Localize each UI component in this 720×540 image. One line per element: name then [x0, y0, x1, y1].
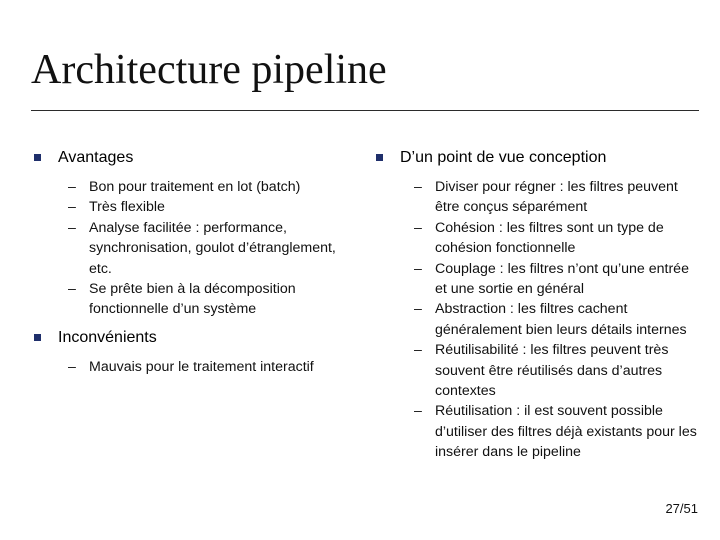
- list-item: [376, 340, 701, 401]
- item-text: Diviser pour régner : les filtres peuvent être conçus séparément: [435, 179, 678, 216]
- dash-icon: –: [414, 403, 422, 420]
- heading-text: Avantages: [58, 149, 134, 166]
- list-item: [376, 177, 701, 218]
- list-item: [376, 401, 701, 462]
- item-text: Analyse facilitée : performance, synchronisation, goulot d’étranglement, etc.: [89, 219, 336, 277]
- left-column: [34, 148, 349, 385]
- item-text: Se prête bien à la décomposition fonctionnelle d’un système: [89, 281, 296, 318]
- dash-icon: –: [414, 342, 422, 359]
- heading-text: D’un point de vue conception: [400, 149, 607, 166]
- list-item: [34, 357, 349, 377]
- dash-icon: –: [414, 301, 422, 318]
- right-column: [376, 148, 701, 471]
- list-item: [376, 259, 701, 300]
- square-bullet-icon: [376, 154, 383, 161]
- item-text: Bon pour traitement en lot (batch): [89, 179, 301, 195]
- dash-icon: –: [68, 219, 76, 236]
- item-text: Mauvais pour le traitement interactif: [89, 358, 314, 375]
- item-text: Abstraction : les filtres cachent généralement bien leurs détails internes: [435, 301, 687, 338]
- heading-text: Inconvénients: [58, 328, 157, 346]
- item-text: Très flexible: [89, 199, 165, 216]
- slide-title: Architecture pipeline: [31, 47, 387, 93]
- section-heading-inconvenients: [34, 328, 349, 348]
- dash-icon: –: [68, 199, 76, 216]
- dash-icon: –: [68, 281, 76, 298]
- item-text: Cohésion : les filtres sont un type de cohésion fonctionnelle: [435, 219, 664, 257]
- list-item: [34, 218, 349, 279]
- title-divider: [31, 110, 699, 111]
- dash-icon: –: [68, 179, 76, 195]
- list-item: [34, 279, 349, 320]
- list-item: [376, 218, 701, 259]
- list-item: [376, 299, 701, 340]
- dash-icon: –: [414, 260, 422, 277]
- section-heading-avantages: [34, 148, 349, 168]
- square-bullet-icon: [34, 154, 41, 161]
- section-heading-conception: [376, 148, 701, 168]
- page-number: 27/51: [665, 501, 698, 516]
- avantages-list: [34, 177, 349, 320]
- list-item: [34, 177, 349, 197]
- list-item: [34, 197, 349, 217]
- item-text: Réutilisabilité : les filtres peuvent très souvent être réutilisés dans d’autres contextes: [435, 342, 669, 400]
- item-text: Réutilisation : il est souvent possible d’utiliser des filtres déjà existants pour les insérer dans le pipeline: [435, 403, 697, 461]
- dash-icon: –: [414, 219, 422, 236]
- conception-list: [376, 177, 701, 463]
- inconvenients-list: [34, 357, 349, 377]
- item-text: Couplage : les filtres n’ont qu’une entrée et une sortie en général: [435, 260, 689, 298]
- square-bullet-icon: [34, 334, 41, 341]
- dash-icon: –: [68, 358, 76, 375]
- dash-icon: –: [414, 179, 422, 195]
